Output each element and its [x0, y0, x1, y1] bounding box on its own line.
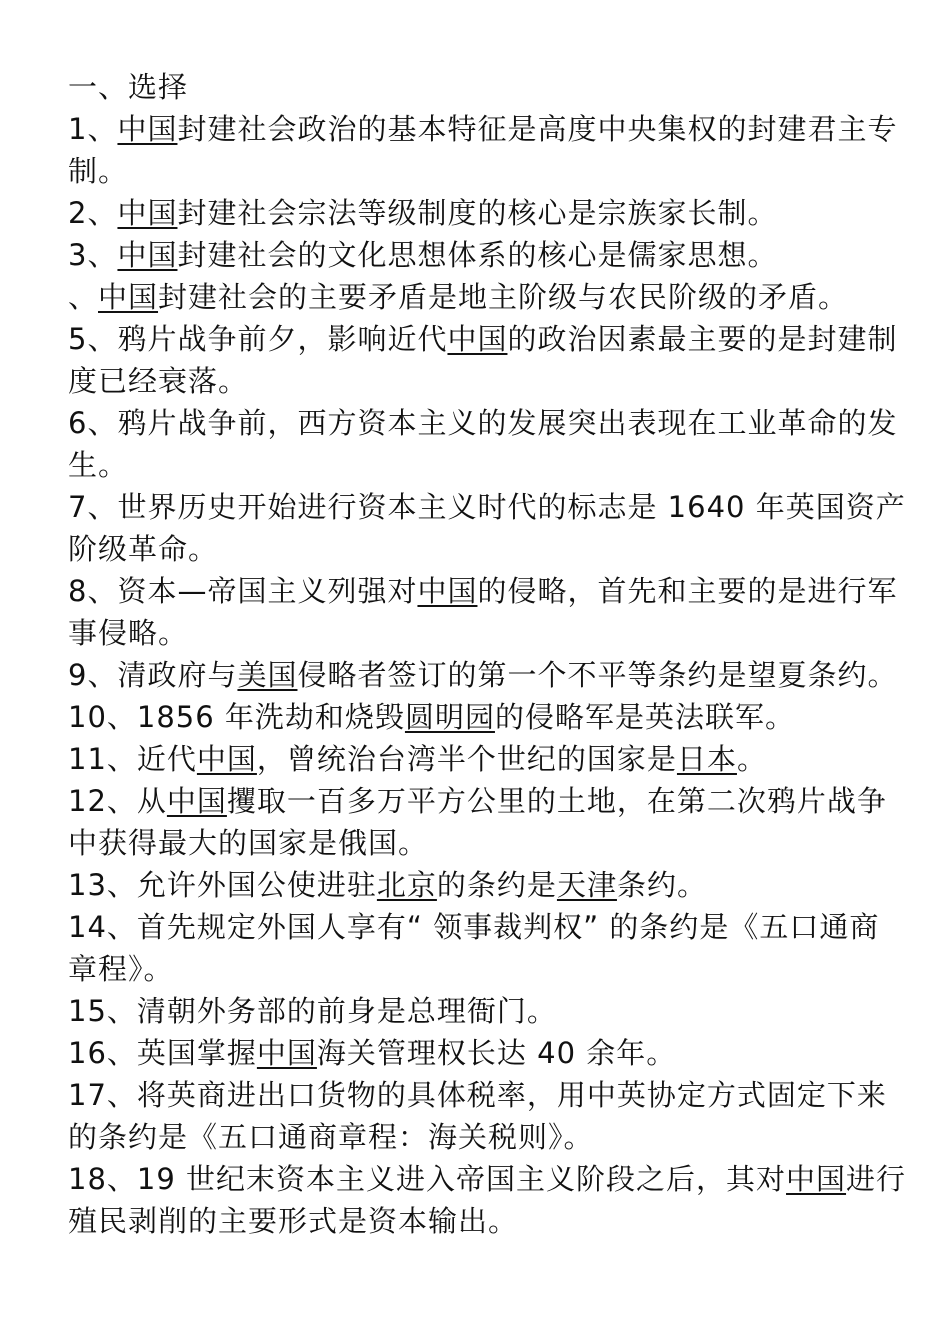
question-item [68, 1158, 908, 1242]
item-text: 2、 [68, 196, 118, 230]
item-text: 的侵略，首先和主要的是进行军事侵略。 [68, 574, 898, 650]
item-text: 6、鸦片战争前，西方资本主义的发展突出表现在工业革命的发生。 [68, 406, 898, 482]
item-text: 16、英国掌握 [68, 1036, 257, 1070]
item-text: 13、允许外国公使进驻 [68, 868, 377, 902]
underlined-term: 中国 [786, 1162, 847, 1196]
item-text: 、 [68, 280, 99, 314]
item-text: 攫取一百多万平方公里的土地，在第二次鸦片战争中获得最大的国家是俄国。 [68, 784, 887, 860]
item-text: 10、1856 年洗劫和烧毁 [68, 700, 405, 734]
question-item [68, 402, 908, 486]
item-text: 9、清政府与 [68, 658, 238, 692]
question-item [68, 990, 908, 1032]
item-text: 海关管理权长达 40 余年。 [316, 1036, 677, 1070]
item-text: 5、鸦片战争前夕，影响近代 [68, 322, 448, 356]
item-text: 封建社会的主要矛盾是地主阶级与农民阶级的矛盾。 [158, 280, 849, 314]
underlined-term: 中国 [447, 322, 508, 356]
item-text: 封建社会宗法等级制度的核心是宗族家长制。 [177, 196, 778, 230]
question-item [68, 696, 908, 738]
question-item [68, 318, 908, 402]
question-item [68, 1032, 908, 1074]
question-item [68, 906, 908, 990]
item-text: 12、从 [68, 784, 167, 818]
item-text: 11、近代 [68, 742, 197, 776]
underlined-term: 中国 [117, 112, 178, 146]
question-item [68, 864, 908, 906]
item-text: 侵略者签订的第一个不平等条约是望夏条约。 [297, 658, 898, 692]
underlined-term: 中国 [117, 196, 178, 230]
underlined-term: 中国 [196, 742, 257, 776]
underlined-term: 北京 [376, 868, 437, 902]
item-text: 1、 [68, 112, 118, 146]
question-item [68, 234, 908, 276]
underlined-term: 美国 [237, 658, 298, 692]
question-list [68, 108, 908, 1242]
item-text: 15、清朝外务部的前身是总理衙门。 [68, 994, 557, 1028]
item-text: 8、资本—帝国主义列强对 [68, 574, 418, 608]
item-text: 7、世界历史开始进行资本主义时代的标志是 1640 年英国资产阶级革命。 [68, 490, 906, 566]
question-item [68, 486, 908, 570]
item-text: 封建社会政治的基本特征是高度中央集权的封建君主专制。 [68, 112, 898, 188]
item-text: 17、将英商进出口货物的具体税率，用中英协定方式固定下来的条约是《五口通商章程：海关税则》。 [68, 1078, 887, 1154]
item-text: 。 [736, 742, 767, 776]
item-text: 进行殖民剥削的主要形式是资本输出。 [68, 1162, 907, 1238]
question-item [68, 570, 908, 654]
question-item [68, 192, 908, 234]
item-text: 14、首先规定外国人享有“ 领事裁判权” 的条约是《五口通商章程》。 [68, 910, 880, 986]
section-title: 一、选择 [68, 70, 189, 104]
underlined-term: 中国 [166, 784, 227, 818]
underlined-term: 中国 [256, 1036, 317, 1070]
item-text: ，曾统治台湾半个世纪的国家是 [256, 742, 677, 776]
question-item [68, 654, 908, 696]
question-item [68, 108, 908, 192]
item-text: 的条约是 [436, 868, 557, 902]
item-text: 封建社会的文化思想体系的核心是儒家思想。 [177, 238, 778, 272]
item-text: 条约。 [616, 868, 707, 902]
underlined-term: 天津 [556, 868, 617, 902]
underlined-term: 中国 [117, 238, 178, 272]
question-item [68, 1074, 908, 1158]
document-page [68, 66, 908, 1242]
question-item [68, 780, 908, 864]
underlined-term: 日本 [676, 742, 737, 776]
underlined-term: 中国 [417, 574, 478, 608]
underlined-term: 中国 [98, 280, 159, 314]
question-item [68, 738, 908, 780]
item-text: 的政治因素最主要的是封建制度已经衰落。 [68, 322, 898, 398]
item-text: 18、19 世纪末资本主义进入帝国主义阶段之后，其对 [68, 1162, 787, 1196]
item-text: 的侵略军是英法联军。 [494, 700, 795, 734]
item-text: 3、 [68, 238, 118, 272]
underlined-term: 圆明园 [404, 700, 495, 734]
question-item [68, 276, 908, 318]
